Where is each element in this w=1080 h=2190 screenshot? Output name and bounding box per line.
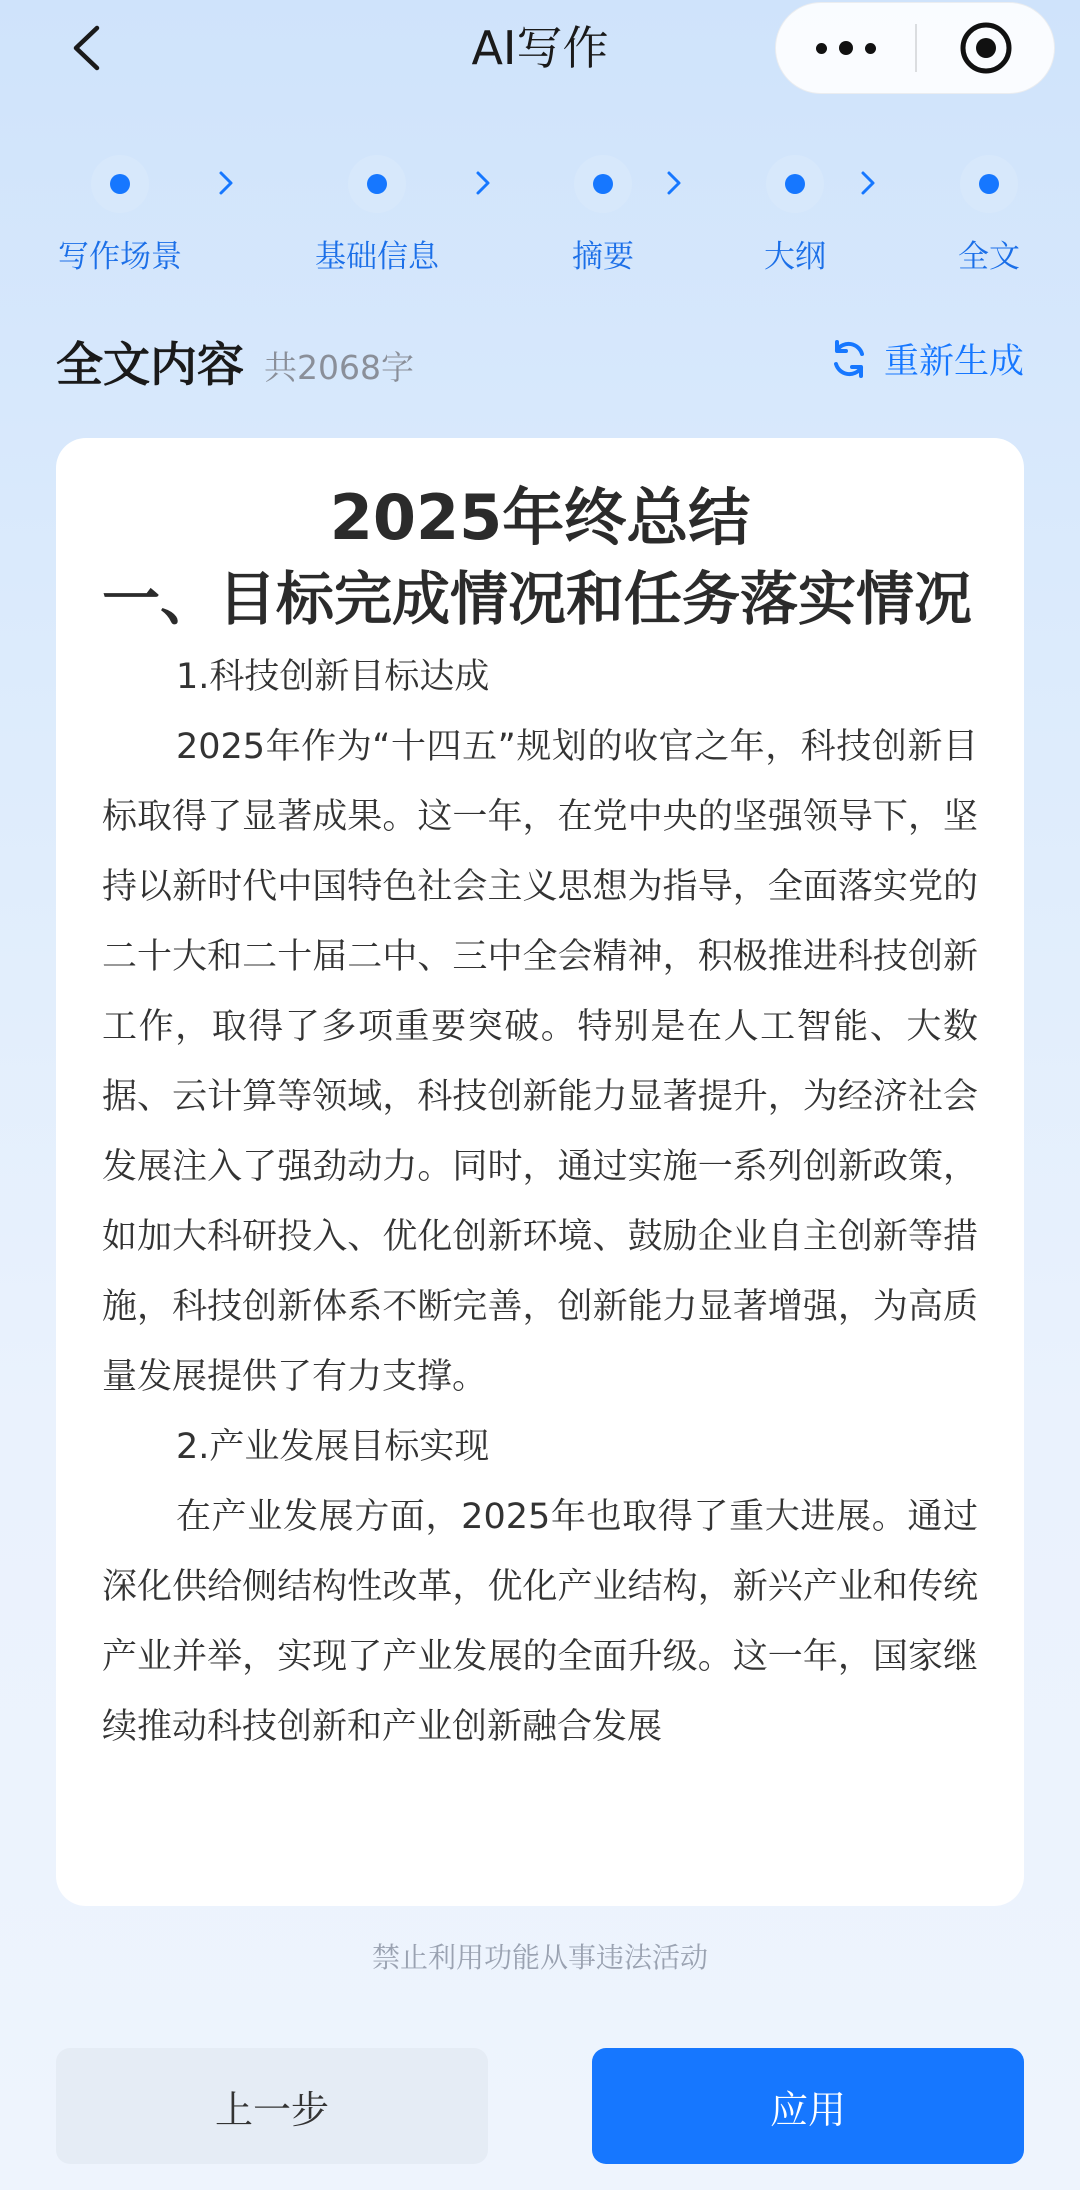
step-writing-scene[interactable] xyxy=(58,155,182,276)
page-title: AI写作 xyxy=(471,21,609,75)
step-label: 摘要 xyxy=(572,239,634,275)
chevron-right-icon xyxy=(468,168,498,198)
step-outline[interactable] xyxy=(764,155,826,276)
disclaimer-text: 禁止利用功能从事违法活动 xyxy=(371,1941,708,1974)
document-subheading: 2.产业发展目标实现 xyxy=(176,1427,490,1467)
step-label: 大纲 xyxy=(764,239,826,275)
step-basic-info[interactable] xyxy=(315,155,439,276)
mini-program-capsule xyxy=(775,2,1055,94)
step-label: 写作场景 xyxy=(58,239,182,275)
document-heading: 一、目标完成情况和任务落实情况 xyxy=(102,565,973,633)
word-count: 共2068字 xyxy=(264,348,414,387)
step-indicator xyxy=(348,155,406,213)
section-title: 全文内容 xyxy=(56,338,244,393)
target-icon xyxy=(958,20,1014,76)
previous-step-button[interactable]: 上一步 xyxy=(56,2048,488,2164)
chevron-right-icon xyxy=(853,168,883,198)
document-title: 2025年终总结 xyxy=(329,481,751,554)
step-indicator xyxy=(91,155,149,213)
chevron-right-icon xyxy=(659,168,689,198)
regenerate-button[interactable] xyxy=(828,334,1024,384)
apply-button[interactable]: 应用 xyxy=(592,2048,1024,2164)
document-card[interactable] xyxy=(56,438,1024,1906)
document-paragraph: 2025年作为“十四五”规划的收官之年，科技创新目标取得了显著成果。这一年，在党中央的坚强领导下，坚持以新时代中国特色社会主义思想为指导，全面落实党的二十大和二十届二中、三中全会精神，积极推进科技创新工作，取得了多项重要突破。特别是在人工智能、大数据、云计算等领域，科技创新能力显著提升，为经济社会发展注入了强劲动力。同时，通过实施一系列创新政策，如加大科研投入、优化创新环境、鼓励企业自主创新等措施，科技创新体系不断完善，创新能力显著增强，为高质量发展提供了有力支撑。 xyxy=(102,727,978,1397)
chevron-right-icon xyxy=(211,168,241,198)
refresh-icon xyxy=(828,338,870,380)
more-button[interactable] xyxy=(776,3,915,93)
step-indicator xyxy=(766,155,824,213)
document-paragraph: 在产业发展方面，2025年也取得了重大进展。通过深化供给侧结构性改革，优化产业结构，新兴产业和传统产业并举，实现了产业发展的全面升级。这一年，国家继续推动科技创新和产业创新融合发展 xyxy=(102,1497,978,1747)
step-full-text[interactable] xyxy=(958,155,1020,276)
document-subheading: 1.科技创新目标达成 xyxy=(176,657,490,697)
step-label: 全文 xyxy=(958,239,1020,275)
regenerate-label: 重新生成 xyxy=(883,342,1024,382)
step-indicator xyxy=(574,155,632,213)
step-label: 基础信息 xyxy=(315,239,439,275)
step-indicator xyxy=(960,155,1018,213)
step-summary[interactable] xyxy=(572,155,634,276)
more-icon xyxy=(816,43,827,54)
close-capsule-button[interactable] xyxy=(917,3,1054,93)
